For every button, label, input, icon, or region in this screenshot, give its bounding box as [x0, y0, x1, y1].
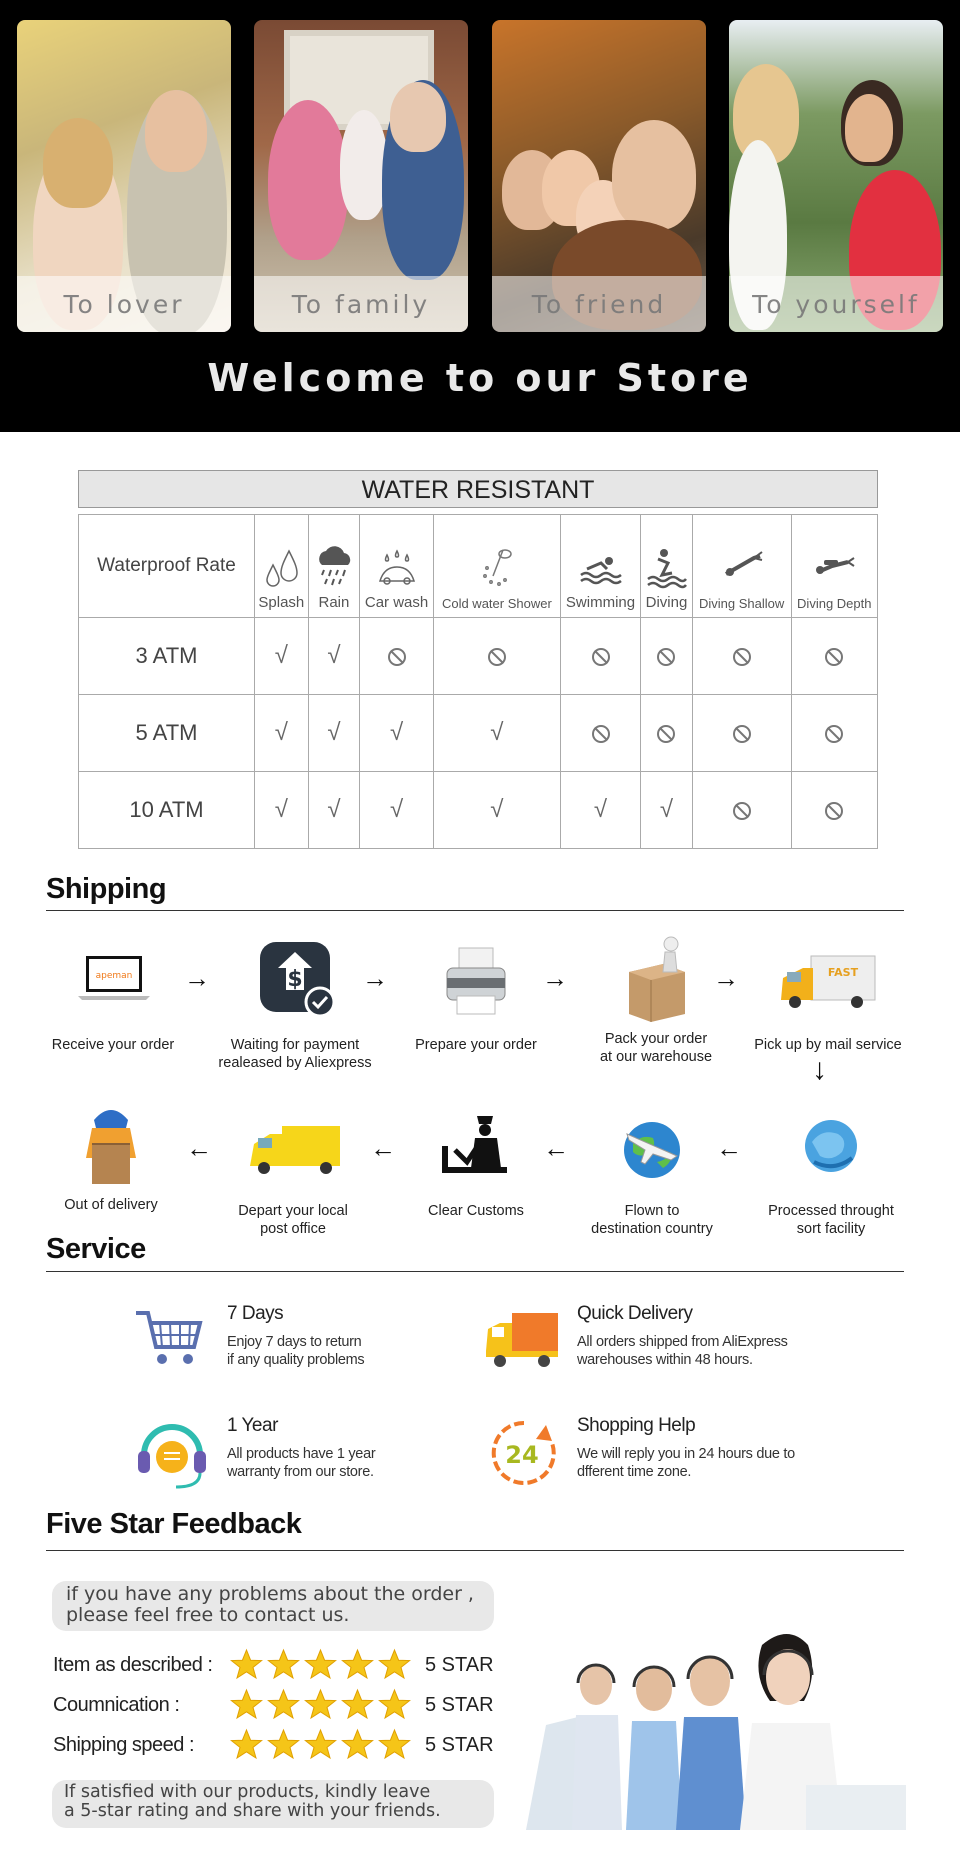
- laptop-icon: [58, 938, 168, 1028]
- water-resistance-table: [78, 514, 878, 849]
- table-header-row: [79, 515, 878, 618]
- star-icon: [377, 1688, 412, 1723]
- rain-icon: [312, 545, 356, 591]
- check-icon: √: [327, 796, 341, 823]
- table-cell: [692, 772, 791, 849]
- table-cell: [308, 618, 360, 695]
- step-waiting-payment: [200, 938, 390, 1072]
- splash-icon: [259, 545, 303, 591]
- cart-icon: [134, 1303, 212, 1381]
- customs-icon: [421, 1104, 531, 1194]
- activity-cold-water-shower: [433, 515, 560, 618]
- star-icon: [340, 1648, 375, 1683]
- rating-row-shipping: [53, 1728, 503, 1764]
- rating-row-communication: [53, 1688, 503, 1724]
- diving-icon: [644, 545, 688, 591]
- check-icon: √: [659, 796, 674, 823]
- truck-label: FAST: [827, 966, 859, 979]
- step-prepare-order: [381, 938, 571, 1054]
- feedback-title: Five Star Feedback: [46, 1508, 302, 1540]
- rating-label: Item as described :: [53, 1654, 213, 1676]
- check-icon: √: [490, 719, 504, 746]
- star-icon: [229, 1688, 264, 1723]
- table-cell: [560, 772, 640, 849]
- table-cell: [360, 772, 434, 849]
- table-row: [79, 772, 878, 849]
- check-icon: √: [389, 796, 404, 823]
- photo-caption: To family: [254, 276, 468, 332]
- star-icon: [266, 1728, 301, 1763]
- customer-service-agents-image: [526, 1605, 906, 1830]
- step-label: Receive your order: [51, 1037, 175, 1053]
- shipping-title: Shipping: [46, 873, 167, 905]
- prohibited-icon: [592, 725, 610, 743]
- activity-label: Cold water Shower: [441, 596, 552, 611]
- star-icon: [229, 1728, 264, 1763]
- arrow-down-icon: ↓: [812, 1053, 827, 1086]
- check-icon: √: [389, 719, 404, 746]
- check-icon: √: [490, 796, 504, 823]
- activity-label: Rain: [318, 594, 350, 611]
- table-cell: [641, 695, 693, 772]
- prohibited-icon: [592, 648, 610, 666]
- globe-plane-icon: [597, 1104, 707, 1194]
- swimming-icon: [579, 545, 623, 591]
- star-icon: [229, 1648, 264, 1683]
- photo-friend: [492, 20, 706, 332]
- step-label: Pick up by mail service: [754, 1037, 902, 1053]
- prohibited-icon: [825, 648, 843, 666]
- step-label: Waiting for payment realeased by Aliexpress: [218, 1037, 372, 1071]
- activity-swimming: [560, 515, 640, 618]
- hero-banner: [0, 0, 960, 432]
- table-cell: [360, 695, 434, 772]
- service-divider: [46, 1271, 904, 1272]
- step-out-of-delivery: [16, 1098, 206, 1214]
- step-pick-up: [733, 938, 923, 1054]
- table-cell: [791, 618, 877, 695]
- rating-label: Coumnication :: [53, 1694, 180, 1716]
- prohibited-icon: [657, 725, 675, 743]
- star-icon: [303, 1688, 338, 1723]
- service-quick-delivery: [484, 1303, 844, 1393]
- rating-request-note: If satisfied with our products, kindly leave a 5-star rating and share with your friends.: [52, 1780, 494, 1828]
- payment-icon: [240, 938, 350, 1028]
- package-icon: [601, 932, 711, 1028]
- truck-icon: [484, 1303, 562, 1381]
- step-depart-post-office: [198, 1104, 388, 1238]
- table-cell: [692, 618, 791, 695]
- prohibited-icon: [733, 802, 751, 820]
- 24h-icon: [484, 1415, 562, 1493]
- arrow-left-icon: ←: [543, 1133, 569, 1163]
- contact-note: if you have any problems about the order , please feel free to contact us.: [52, 1581, 494, 1631]
- step-sort-facility: [736, 1104, 926, 1238]
- headset-icon: [134, 1415, 212, 1493]
- table-cell: [641, 618, 693, 695]
- activity-label: Swimming: [565, 594, 636, 611]
- table-row: [79, 695, 878, 772]
- step-label: Clear Customs: [428, 1203, 524, 1219]
- table-cell: [308, 772, 360, 849]
- table-cell: [255, 695, 309, 772]
- prohibited-icon: [488, 648, 506, 666]
- arrow-left-icon: ←: [186, 1133, 212, 1163]
- service-desc: Enjoy 7 days to return if any quality problems: [227, 1334, 365, 1368]
- arrow-right-icon: →: [542, 963, 568, 993]
- check-icon: √: [274, 719, 288, 746]
- 24h-badge-text: 24: [505, 1441, 539, 1469]
- star-icon: [266, 1688, 301, 1723]
- activity-diving-depth: [791, 515, 877, 618]
- star-icon: [303, 1728, 338, 1763]
- prohibited-icon: [825, 725, 843, 743]
- activity-diving: [641, 515, 693, 618]
- service-title: Service: [46, 1233, 146, 1265]
- globe-arrow-icon: [776, 1104, 886, 1194]
- star-icon: [303, 1648, 338, 1683]
- rating-label: Shipping speed :: [53, 1734, 195, 1756]
- diving-depth-icon: [812, 546, 856, 592]
- photo-caption: To yourself: [729, 276, 943, 332]
- activity-label: Diving Shallow: [699, 596, 785, 611]
- arrow-right-icon: →: [362, 963, 388, 993]
- rating-value: 5 STAR: [425, 1694, 494, 1716]
- step-label: Flown to destination country: [591, 1203, 713, 1237]
- check-icon: √: [327, 719, 341, 746]
- step-pack-order: [561, 932, 751, 1066]
- step-label: Depart your local post office: [238, 1203, 348, 1237]
- photo-lover: [17, 20, 231, 332]
- table-row: [79, 618, 878, 695]
- activity-label: Car wash: [364, 594, 429, 611]
- service-desc: We will reply you in 24 hours due to dfferent time zone.: [577, 1446, 795, 1480]
- store-welcome-title: Welcome to our Store: [207, 356, 753, 400]
- table-cell: [560, 618, 640, 695]
- shipping-divider: [46, 910, 904, 911]
- table-cell: [255, 772, 309, 849]
- printer-icon: [421, 938, 531, 1028]
- mail-truck-icon: [773, 938, 883, 1028]
- table-cell: [433, 695, 560, 772]
- water-resistant-banner: WATER RESISTANT: [78, 470, 878, 508]
- photo-caption: To friend: [492, 276, 706, 332]
- step-clear-customs: [381, 1104, 571, 1220]
- activity-label: Diving Depth: [797, 596, 872, 611]
- service-title-text: 1 Year: [227, 1415, 278, 1436]
- check-icon: √: [274, 642, 288, 669]
- check-icon: √: [327, 642, 341, 669]
- service-shopping-help: [484, 1415, 844, 1505]
- star-rating: [229, 1648, 414, 1684]
- step-label: Processed throught sort facility: [768, 1203, 894, 1237]
- arrow-right-icon: →: [713, 963, 739, 993]
- waterproof-rate-label: Waterproof Rate: [79, 515, 255, 618]
- star-icon: [340, 1688, 375, 1723]
- star-icon: [340, 1728, 375, 1763]
- step-label: Prepare your order: [415, 1037, 537, 1053]
- arrow-right-icon: →: [184, 963, 210, 993]
- courier-icon: [56, 1098, 166, 1194]
- car-wash-icon: [375, 545, 419, 591]
- activity-car-wash: [360, 515, 434, 618]
- activity-splash: [255, 515, 309, 618]
- activity-label: Diving: [645, 594, 688, 611]
- service-7-days: [134, 1303, 494, 1393]
- prohibited-icon: [388, 648, 406, 666]
- activity-diving-shallow: [692, 515, 791, 618]
- photo-caption: To lover: [17, 276, 231, 332]
- rating-value: 5 STAR: [425, 1654, 494, 1676]
- table-cell: [791, 772, 877, 849]
- step-label: Out of delivery: [64, 1197, 158, 1213]
- table-cell: [692, 695, 791, 772]
- prohibited-icon: [825, 802, 843, 820]
- activity-rain: [308, 515, 360, 618]
- table-cell: [791, 695, 877, 772]
- diving-shallow-icon: [720, 546, 764, 592]
- dollar-symbol: $: [287, 967, 303, 992]
- step-label: Pack your order at our warehouse: [599, 1031, 713, 1065]
- step-receive-order: [18, 938, 208, 1054]
- service-title-text: Quick Delivery: [577, 1303, 693, 1324]
- step-flown: [557, 1104, 747, 1238]
- check-icon: √: [593, 796, 608, 823]
- service-title-text: Shopping Help: [577, 1415, 696, 1436]
- arrow-left-icon: ←: [370, 1133, 396, 1163]
- feedback-divider: [46, 1550, 904, 1551]
- photo-family: [254, 20, 468, 332]
- rating-row-item: [53, 1648, 503, 1684]
- shower-icon: [475, 546, 519, 592]
- star-icon: [377, 1728, 412, 1763]
- service-1-year: [134, 1415, 494, 1505]
- star-rating: [229, 1688, 414, 1724]
- arrow-left-icon: ←: [716, 1133, 742, 1163]
- table-cell: [433, 772, 560, 849]
- star-icon: [377, 1648, 412, 1683]
- photo-yourself: [729, 20, 943, 332]
- prohibited-icon: [733, 648, 751, 666]
- rating-label: 3 ATM: [79, 618, 255, 695]
- prohibited-icon: [657, 648, 675, 666]
- prohibited-icon: [733, 725, 751, 743]
- table-cell: [308, 695, 360, 772]
- star-rating: [229, 1728, 414, 1764]
- check-icon: √: [274, 796, 288, 823]
- rating-value: 5 STAR: [425, 1734, 494, 1756]
- table-cell: [641, 772, 693, 849]
- table-cell: [255, 618, 309, 695]
- laptop-logo: apeman: [95, 971, 133, 981]
- table-cell: [433, 618, 560, 695]
- star-icon: [266, 1648, 301, 1683]
- rating-label: 5 ATM: [79, 695, 255, 772]
- table-cell: [560, 695, 640, 772]
- activity-label: Splash: [258, 594, 305, 611]
- delivery-truck-icon: [238, 1104, 348, 1194]
- table-cell: [360, 618, 434, 695]
- service-title-text: 7 Days: [227, 1303, 284, 1324]
- service-desc: All orders shipped from AliExpress warehouses within 48 hours.: [577, 1334, 788, 1368]
- rating-label: 10 ATM: [79, 772, 255, 849]
- service-desc: All products have 1 year warranty from our store.: [227, 1446, 376, 1480]
